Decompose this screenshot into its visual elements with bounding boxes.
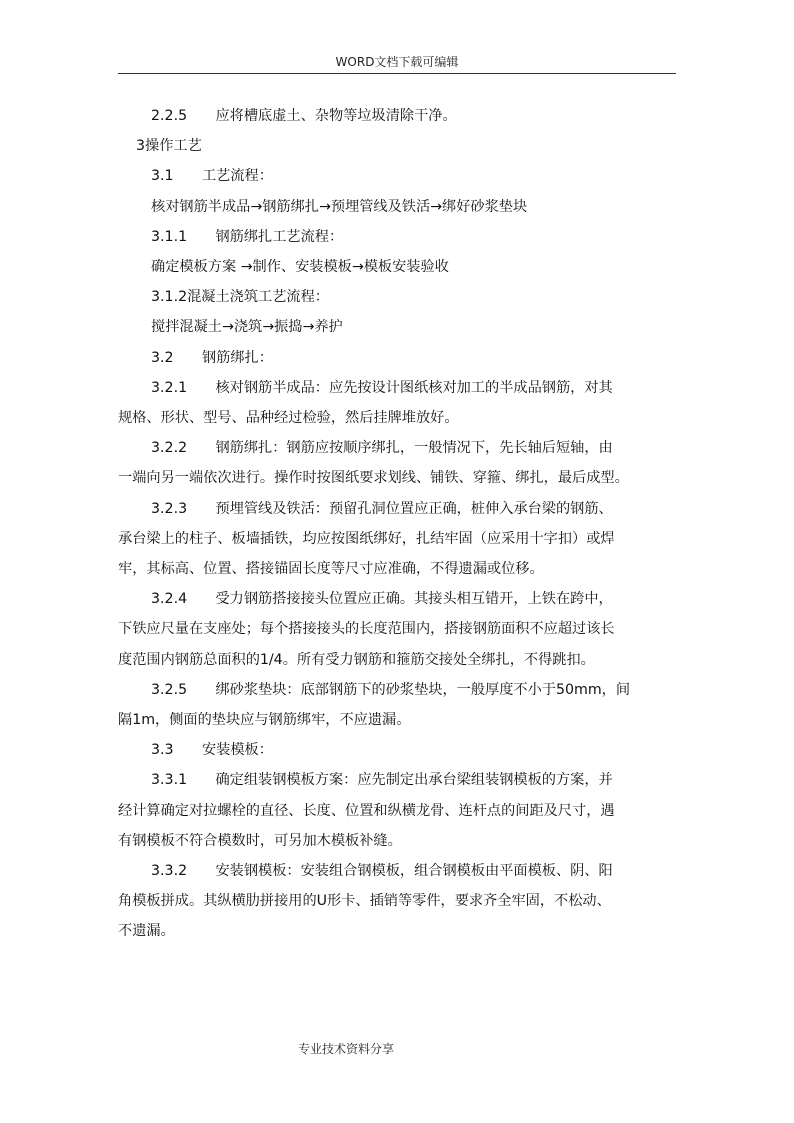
paragraph-line: 一端向另一端依次进行。操作时按图纸要求划线、铺铁、穿箍、绑扎，最后成型。	[118, 470, 629, 487]
text-line: 3.1.1 钢筋绑扎工艺流程：	[151, 228, 344, 245]
paragraph-first-line: 3.2.2 钢筋绑扎：钢筋应按顺序绑扎，一般情况下，先长轴后短轴，由	[151, 440, 613, 457]
paragraph-line: 经计算确定对拉螺栓的直径、长度、位置和纵横龙骨、连杆点的间距及尺寸，遇	[118, 802, 615, 819]
page-footer: 专业技术资料分享	[297, 1042, 394, 1056]
paragraph-line: 角模板拼成。其纵横肋拼接用的U形卡、插销等零件，要求齐全牢固，不松动、	[118, 893, 611, 910]
text-line: 3.1 工艺流程：	[151, 168, 273, 185]
paragraph-first-line: 3.3.2 安装钢模板：安装组合钢模板，组合钢模板由平面模板、阴、阳	[151, 863, 613, 880]
paragraph-line: 规格、形状、型号、品种经过检验，然后挂牌堆放好。	[118, 410, 459, 427]
page-header: WORD文档下载可编辑	[335, 55, 459, 69]
document-body	[118, 101, 677, 947]
paragraph-line: 下铁应尺量在支座处；每个搭接接头的长度范围内，搭接钢筋面积不应超过该长	[118, 621, 615, 638]
paragraph-line: 不遗漏。	[118, 923, 175, 940]
text-line: 核对钢筋半成品→钢筋绑扎→预埋管线及铁活→绑好砂浆垫块	[151, 198, 528, 215]
section-heading: 3.3 安装模板：	[151, 742, 273, 759]
paragraph-first-line: 3.2.5 绑砂浆垫块：底部钢筋下的砂浆垫块，一般厚度不小于50mm，间	[151, 681, 631, 698]
text-line: 2.2.5 应将槽底虚土、杂物等垃圾清除干净。	[151, 108, 457, 124]
paragraph-first-line: 3.2.3 预埋管线及铁活：预留孔洞位置应正确，桩伸入承台梁的钢筋、	[151, 500, 613, 517]
text-line: 确定模板方案 →制作、安装模板→模板安装验收	[151, 259, 449, 276]
paragraph-first-line: 3.3.1 确定组装钢模板方案：应先制定出承台梁组装钢模板的方案，并	[151, 772, 613, 789]
paragraph-first-line: 3.2.4 受力钢筋搭接接头位置应正确。其接头相互错开，上铁在跨中，	[151, 591, 613, 608]
text-line: 3.1.2混凝土浇筑工艺流程：	[151, 289, 329, 306]
paragraph-first-line: 3.2.1 核对钢筋半成品：应先按设计图纸核对加工的半成品钢筋，对其	[151, 379, 613, 396]
header-divider	[118, 73, 676, 74]
text-line: 搅拌混凝土→浇筑→振捣→养护	[151, 319, 343, 336]
paragraph-line: 度范围内钢筋总面积的1/4。所有受力钢筋和箍筋交接处全绑扎，不得跳扣。	[118, 651, 595, 668]
paragraph-line: 牢，其标高、位置、搭接锚固长度等尺寸应准确，不得遗漏或位移。	[118, 561, 544, 578]
paragraph-line: 隔1m，侧面的垫块应与钢筋绑牢，不应遗漏。	[118, 712, 411, 729]
paragraph-line: 有钢模板不符合模数时，可另加木模板补缝。	[118, 832, 402, 849]
section-heading: 3操作工艺	[136, 138, 202, 155]
text-line: 3.2 钢筋绑扎：	[151, 349, 273, 366]
paragraph-line: 承台梁上的柱子、板墙插铁，均应按图纸绑好，扎结牢固（应采用十字扣）或焊	[118, 530, 615, 547]
